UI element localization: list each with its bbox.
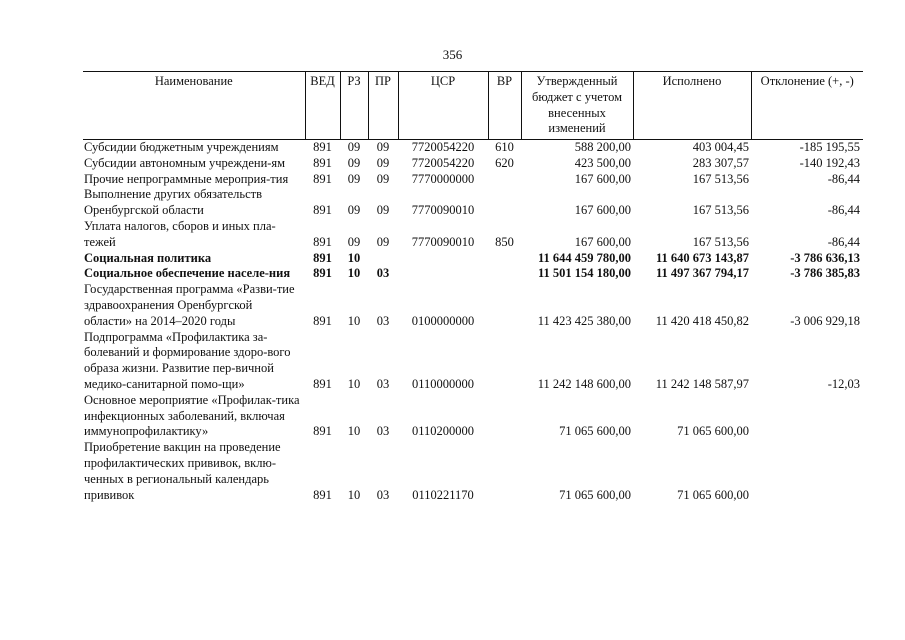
cell-rz: 10	[347, 424, 361, 439]
cell-vr	[488, 440, 521, 503]
cell-csr	[398, 251, 488, 267]
cell-deviation: -140 192,43	[799, 155, 860, 170]
cell-vr	[488, 172, 521, 188]
cell-executed: 167 513,56	[692, 171, 749, 186]
cell-approved: 11 423 425 380,00	[537, 313, 631, 328]
cell-pr: 09	[376, 155, 390, 170]
header-name: Наименование	[83, 72, 305, 140]
page-number: 356	[442, 47, 463, 62]
cell-approved: 423 500,00	[574, 155, 631, 170]
cell-pr: 09	[376, 203, 390, 218]
cell-ved: 891	[313, 155, 332, 170]
cell-csr	[398, 266, 488, 282]
cell-vr	[488, 266, 521, 282]
cell-approved: 588 200,00	[574, 140, 631, 154]
cell-ved: 891	[313, 203, 332, 218]
cell-approved: 11 501 154 180,00	[537, 266, 631, 281]
cell-name: Государственная программа «Разви-тие здравоохранения Оренбургской области» на 2014–2020 годы	[84, 282, 295, 328]
cell-executed: 11 242 148 587,97	[655, 376, 749, 391]
cell-vr: 610	[495, 140, 514, 154]
cell-rz: 09	[347, 203, 361, 218]
cell-approved: 167 600,00	[574, 171, 631, 186]
cell-ved: 891	[313, 487, 332, 502]
cell-name: Социальное обеспечение населе-ния	[84, 266, 291, 281]
cell-pr: 09	[376, 140, 390, 154]
cell-csr: 7770090010	[411, 203, 475, 218]
table-row	[83, 393, 863, 440]
cell-ved: 891	[313, 424, 332, 439]
cell-deviation: -86,44	[827, 203, 860, 218]
table-row	[83, 187, 863, 219]
table-row	[83, 440, 863, 503]
cell-ved: 891	[313, 250, 332, 265]
cell-pr	[368, 251, 398, 267]
cell-rz: 09	[347, 234, 361, 249]
header-approved: Утвержденный бюджет с учетом внесенных изменений	[521, 72, 633, 140]
table-row	[83, 330, 863, 393]
cell-name: Уплата налогов, сборов и иных пла-тежей	[84, 218, 276, 249]
cell-csr: 0100000000	[411, 313, 475, 328]
cell-csr: 0110221170	[412, 487, 474, 502]
cell-approved: 11 242 148 600,00	[537, 376, 631, 391]
cell-pr: 03	[376, 376, 390, 391]
table-row	[83, 282, 863, 329]
cell-rz: 09	[347, 140, 361, 154]
cell-ved: 891	[313, 140, 332, 154]
table-row	[83, 172, 863, 188]
cell-deviation: -3 006 929,18	[790, 313, 860, 328]
cell-name: Социальная политика	[84, 250, 212, 265]
cell-name: Основное мероприятие «Профилак-тика инфекционных заболеваний, включая иммунопрофилактику»	[84, 392, 300, 439]
header-rz: РЗ	[340, 72, 368, 140]
cell-ved: 891	[313, 234, 332, 249]
cell-csr: 0110200000	[411, 424, 475, 439]
cell-ved: 891	[313, 313, 332, 328]
cell-name: Подпрограмма «Профилактика за-болеваний и формирование здоро-вого образа жизни. Развитие пер-вичной медико-санитарной помо-щи»	[84, 329, 291, 391]
cell-rz: 10	[347, 376, 361, 391]
cell-rz: 10	[347, 250, 361, 265]
cell-deviation	[751, 440, 863, 503]
cell-deviation	[751, 393, 863, 440]
header-deviation: Отклонение (+, -)	[751, 72, 863, 140]
cell-deviation: -185 195,55	[799, 140, 860, 154]
cell-vr: 620	[495, 155, 514, 170]
table-header	[83, 72, 863, 140]
cell-deviation: -3 786 636,13	[790, 250, 860, 265]
cell-pr: 09	[376, 234, 390, 249]
header-executed: Исполнено	[633, 72, 751, 140]
cell-name: Субсидии автономным учреждени-ям	[84, 155, 286, 170]
cell-csr: 0110000000	[411, 376, 475, 391]
cell-rz: 09	[347, 171, 361, 186]
table-row	[83, 266, 863, 282]
header-ved: ВЕД	[305, 72, 340, 140]
cell-executed: 167 513,56	[692, 234, 749, 249]
table-row	[83, 251, 863, 267]
cell-executed: 11 420 418 450,82	[655, 313, 749, 328]
cell-rz: 09	[347, 155, 361, 170]
cell-csr: 7720054220	[411, 140, 475, 154]
cell-pr: 03	[376, 266, 390, 281]
cell-ved: 891	[313, 171, 332, 186]
cell-deviation: -86,44	[827, 234, 860, 249]
cell-vr	[488, 282, 521, 329]
cell-executed: 167 513,56	[692, 203, 749, 218]
cell-name: Выполнение других обязательств Оренбургской области	[84, 187, 262, 218]
cell-approved: 167 600,00	[574, 234, 631, 249]
cell-vr: 850	[495, 234, 514, 249]
cell-approved: 71 065 600,00	[559, 487, 631, 502]
cell-pr: 03	[376, 313, 390, 328]
header-csr: ЦСР	[398, 72, 488, 140]
cell-ved: 891	[313, 266, 332, 281]
cell-vr	[488, 393, 521, 440]
cell-executed: 71 065 600,00	[677, 424, 749, 439]
cell-name: Субсидии бюджетным учреждениям	[84, 140, 279, 154]
cell-rz: 10	[347, 266, 361, 281]
header-pr: ПР	[368, 72, 398, 140]
cell-pr: 03	[376, 424, 390, 439]
cell-vr	[488, 330, 521, 393]
table-row	[83, 156, 863, 172]
cell-csr: 7770000000	[411, 171, 475, 186]
cell-rz: 10	[347, 313, 361, 328]
table-row	[83, 219, 863, 251]
table-row	[83, 140, 863, 156]
cell-rz: 10	[347, 487, 361, 502]
cell-name: Приобретение вакцин на проведение профилактических прививок, вклю-ченных в региональный календарь прививок	[84, 440, 281, 502]
budget-table	[83, 71, 863, 503]
cell-approved: 71 065 600,00	[559, 424, 631, 439]
cell-approved: 11 644 459 780,00	[537, 250, 631, 265]
cell-executed: 283 307,57	[692, 155, 749, 170]
cell-deviation: -3 786 385,83	[790, 266, 860, 281]
cell-executed: 11 640 673 143,87	[655, 250, 749, 265]
cell-ved: 891	[313, 376, 332, 391]
cell-vr	[488, 187, 521, 219]
table-body	[83, 140, 863, 504]
cell-pr: 09	[376, 171, 390, 186]
cell-approved: 167 600,00	[574, 203, 631, 218]
cell-name: Прочие непрограммные мероприя-тия	[84, 171, 289, 186]
header-vr: ВР	[488, 72, 521, 140]
cell-executed: 11 497 367 794,17	[655, 266, 749, 281]
cell-executed: 403 004,45	[692, 140, 749, 154]
cell-deviation: -12,03	[827, 376, 860, 391]
cell-deviation: -86,44	[827, 171, 860, 186]
cell-executed: 71 065 600,00	[677, 487, 749, 502]
cell-csr: 7720054220	[411, 155, 475, 170]
cell-pr: 03	[376, 487, 390, 502]
cell-vr	[488, 251, 521, 267]
cell-csr: 7770090010	[411, 234, 475, 249]
